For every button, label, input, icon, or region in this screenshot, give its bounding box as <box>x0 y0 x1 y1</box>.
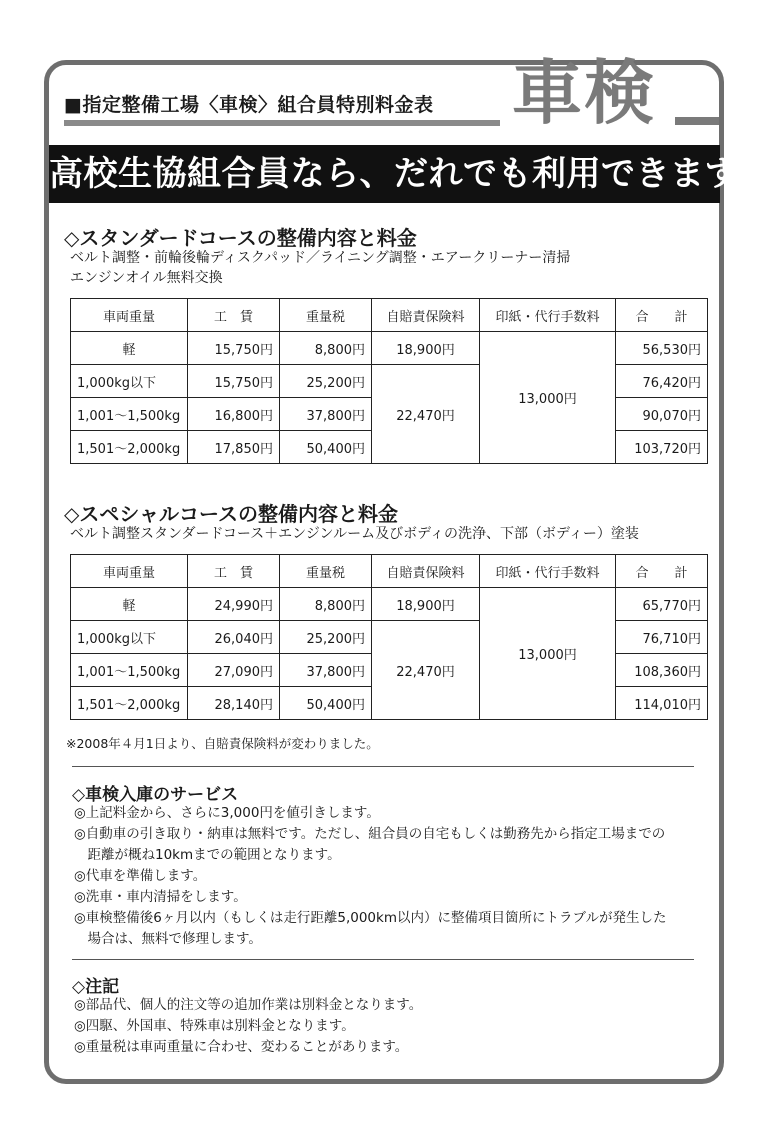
service-list <box>74 803 666 950</box>
cell-insurance: 22,470円 <box>372 621 480 720</box>
header-total: 合 計 <box>616 555 708 588</box>
header-weight: 車両重量 <box>71 299 188 332</box>
shaken-logo: 車検 <box>512 52 656 134</box>
list-item: ◎代車を準備します。 <box>74 868 207 884</box>
header-title: ■指定整備工場〈車検〉組合員特別料金表 <box>64 94 434 116</box>
list-item: ◎洗車・車内清掃をします。 <box>74 889 247 905</box>
cell-weight: 軽 <box>71 332 188 365</box>
standard-course-desc <box>70 248 570 288</box>
notes-list <box>74 995 422 1058</box>
header-rule <box>64 120 500 126</box>
standard-course-title: ◇スタンダードコースの整備内容と料金 <box>64 226 417 250</box>
cell-labor: 16,800円 <box>188 398 280 431</box>
cell-labor: 15,750円 <box>188 365 280 398</box>
cell-labor: 26,040円 <box>188 621 280 654</box>
cell-weight: 1,501～2,000kg <box>71 687 188 720</box>
special-course-title: ◇スペシャルコースの整備内容と料金 <box>64 502 398 526</box>
desc-line: エンジンオイル無料交換 <box>70 270 223 286</box>
list-item: 距離が概ね10kmまでの範囲となります。 <box>74 847 341 863</box>
cell-weight: 1,001～1,500kg <box>71 398 188 431</box>
cell-weight: 1,001～1,500kg <box>71 654 188 687</box>
cell-total: 56,530円 <box>616 332 708 365</box>
header-weight: 車両重量 <box>71 555 188 588</box>
cell-total: 90,070円 <box>616 398 708 431</box>
cell-fee: 13,000円 <box>480 588 616 720</box>
list-item: ◎四駆、外国車、特殊車は別料金となります。 <box>74 1018 355 1034</box>
cell-tax: 50,400円 <box>280 431 372 464</box>
cell-tax: 25,200円 <box>280 365 372 398</box>
cell-labor: 17,850円 <box>188 431 280 464</box>
list-item: ◎車検整備後6ヶ月以内（もしくは走行距離5,000km以内）に整備項目箇所にトラブルが発生した <box>74 910 667 926</box>
cell-fee: 13,000円 <box>480 332 616 464</box>
divider <box>72 959 694 960</box>
list-item: ◎部品代、個人的注文等の追加作業は別料金となります。 <box>74 997 423 1013</box>
header-fee: 印紙・代行手数料 <box>480 299 616 332</box>
cell-labor: 15,750円 <box>188 332 280 365</box>
cell-total: 76,710円 <box>616 621 708 654</box>
notes-title: ◇注記 <box>72 977 120 997</box>
cell-insurance: 18,900円 <box>372 332 480 365</box>
table-row <box>71 332 708 365</box>
standard-price-table <box>70 298 708 464</box>
service-title: ◇車検入庫のサービス <box>72 785 239 805</box>
table-header-row <box>71 555 708 588</box>
header-insurance: 自賠責保険料 <box>372 299 480 332</box>
divider <box>72 766 694 767</box>
footnote: ※2008年４月1日より、自賠責保険料が変わりました。 <box>66 736 379 751</box>
desc-line: ベルト調整スタンダードコース＋エンジンルーム及びボディの洗浄、下部（ボディー）塗装 <box>70 526 639 542</box>
cell-weight: 1,000kg以下 <box>71 365 188 398</box>
cell-total: 103,720円 <box>616 431 708 464</box>
cell-tax: 50,400円 <box>280 687 372 720</box>
cell-weight: 1,501～2,000kg <box>71 431 188 464</box>
header-labor: 工 賃 <box>188 299 280 332</box>
list-item: ◎重量税は車両重量に合わせ、変わることがあります。 <box>74 1039 409 1055</box>
cell-insurance: 18,900円 <box>372 588 480 621</box>
cell-total: 108,360円 <box>616 654 708 687</box>
cell-weight: 1,000kg以下 <box>71 621 188 654</box>
header-tax: 重量税 <box>280 555 372 588</box>
header-tax: 重量税 <box>280 299 372 332</box>
cell-tax: 25,200円 <box>280 621 372 654</box>
cell-labor: 24,990円 <box>188 588 280 621</box>
cell-tax: 37,800円 <box>280 398 372 431</box>
table-header-row <box>71 299 708 332</box>
header-insurance: 自賠責保険料 <box>372 555 480 588</box>
special-price-table <box>70 554 708 720</box>
logo-dash <box>675 117 719 125</box>
cell-labor: 28,140円 <box>188 687 280 720</box>
cell-total: 114,010円 <box>616 687 708 720</box>
cell-tax: 8,800円 <box>280 588 372 621</box>
header-labor: 工 賃 <box>188 555 280 588</box>
table-row <box>71 588 708 621</box>
cell-total: 65,770円 <box>616 588 708 621</box>
header-total: 合 計 <box>616 299 708 332</box>
header-fee: 印紙・代行手数料 <box>480 555 616 588</box>
special-course-desc <box>70 524 639 544</box>
cell-insurance: 22,470円 <box>372 365 480 464</box>
desc-line: ベルト調整・前輪後輪ディスクパッド／ライニング調整・エアークリーナー清掃 <box>70 250 571 266</box>
cell-tax: 8,800円 <box>280 332 372 365</box>
list-item: ◎自動車の引き取り・納車は無料です。ただし、組合員の自宅もしくは勤務先から指定工場までの <box>74 826 666 842</box>
cell-tax: 37,800円 <box>280 654 372 687</box>
cell-weight: 軽 <box>71 588 188 621</box>
cell-total: 76,420円 <box>616 365 708 398</box>
list-item: 場合は、無料で修理します。 <box>74 931 262 947</box>
list-item: ◎上記料金から、さらに3,000円を値引きします。 <box>74 805 380 821</box>
cell-labor: 27,090円 <box>188 654 280 687</box>
banner: 高校生協組合員なら、だれでも利用できます。 <box>49 145 720 203</box>
